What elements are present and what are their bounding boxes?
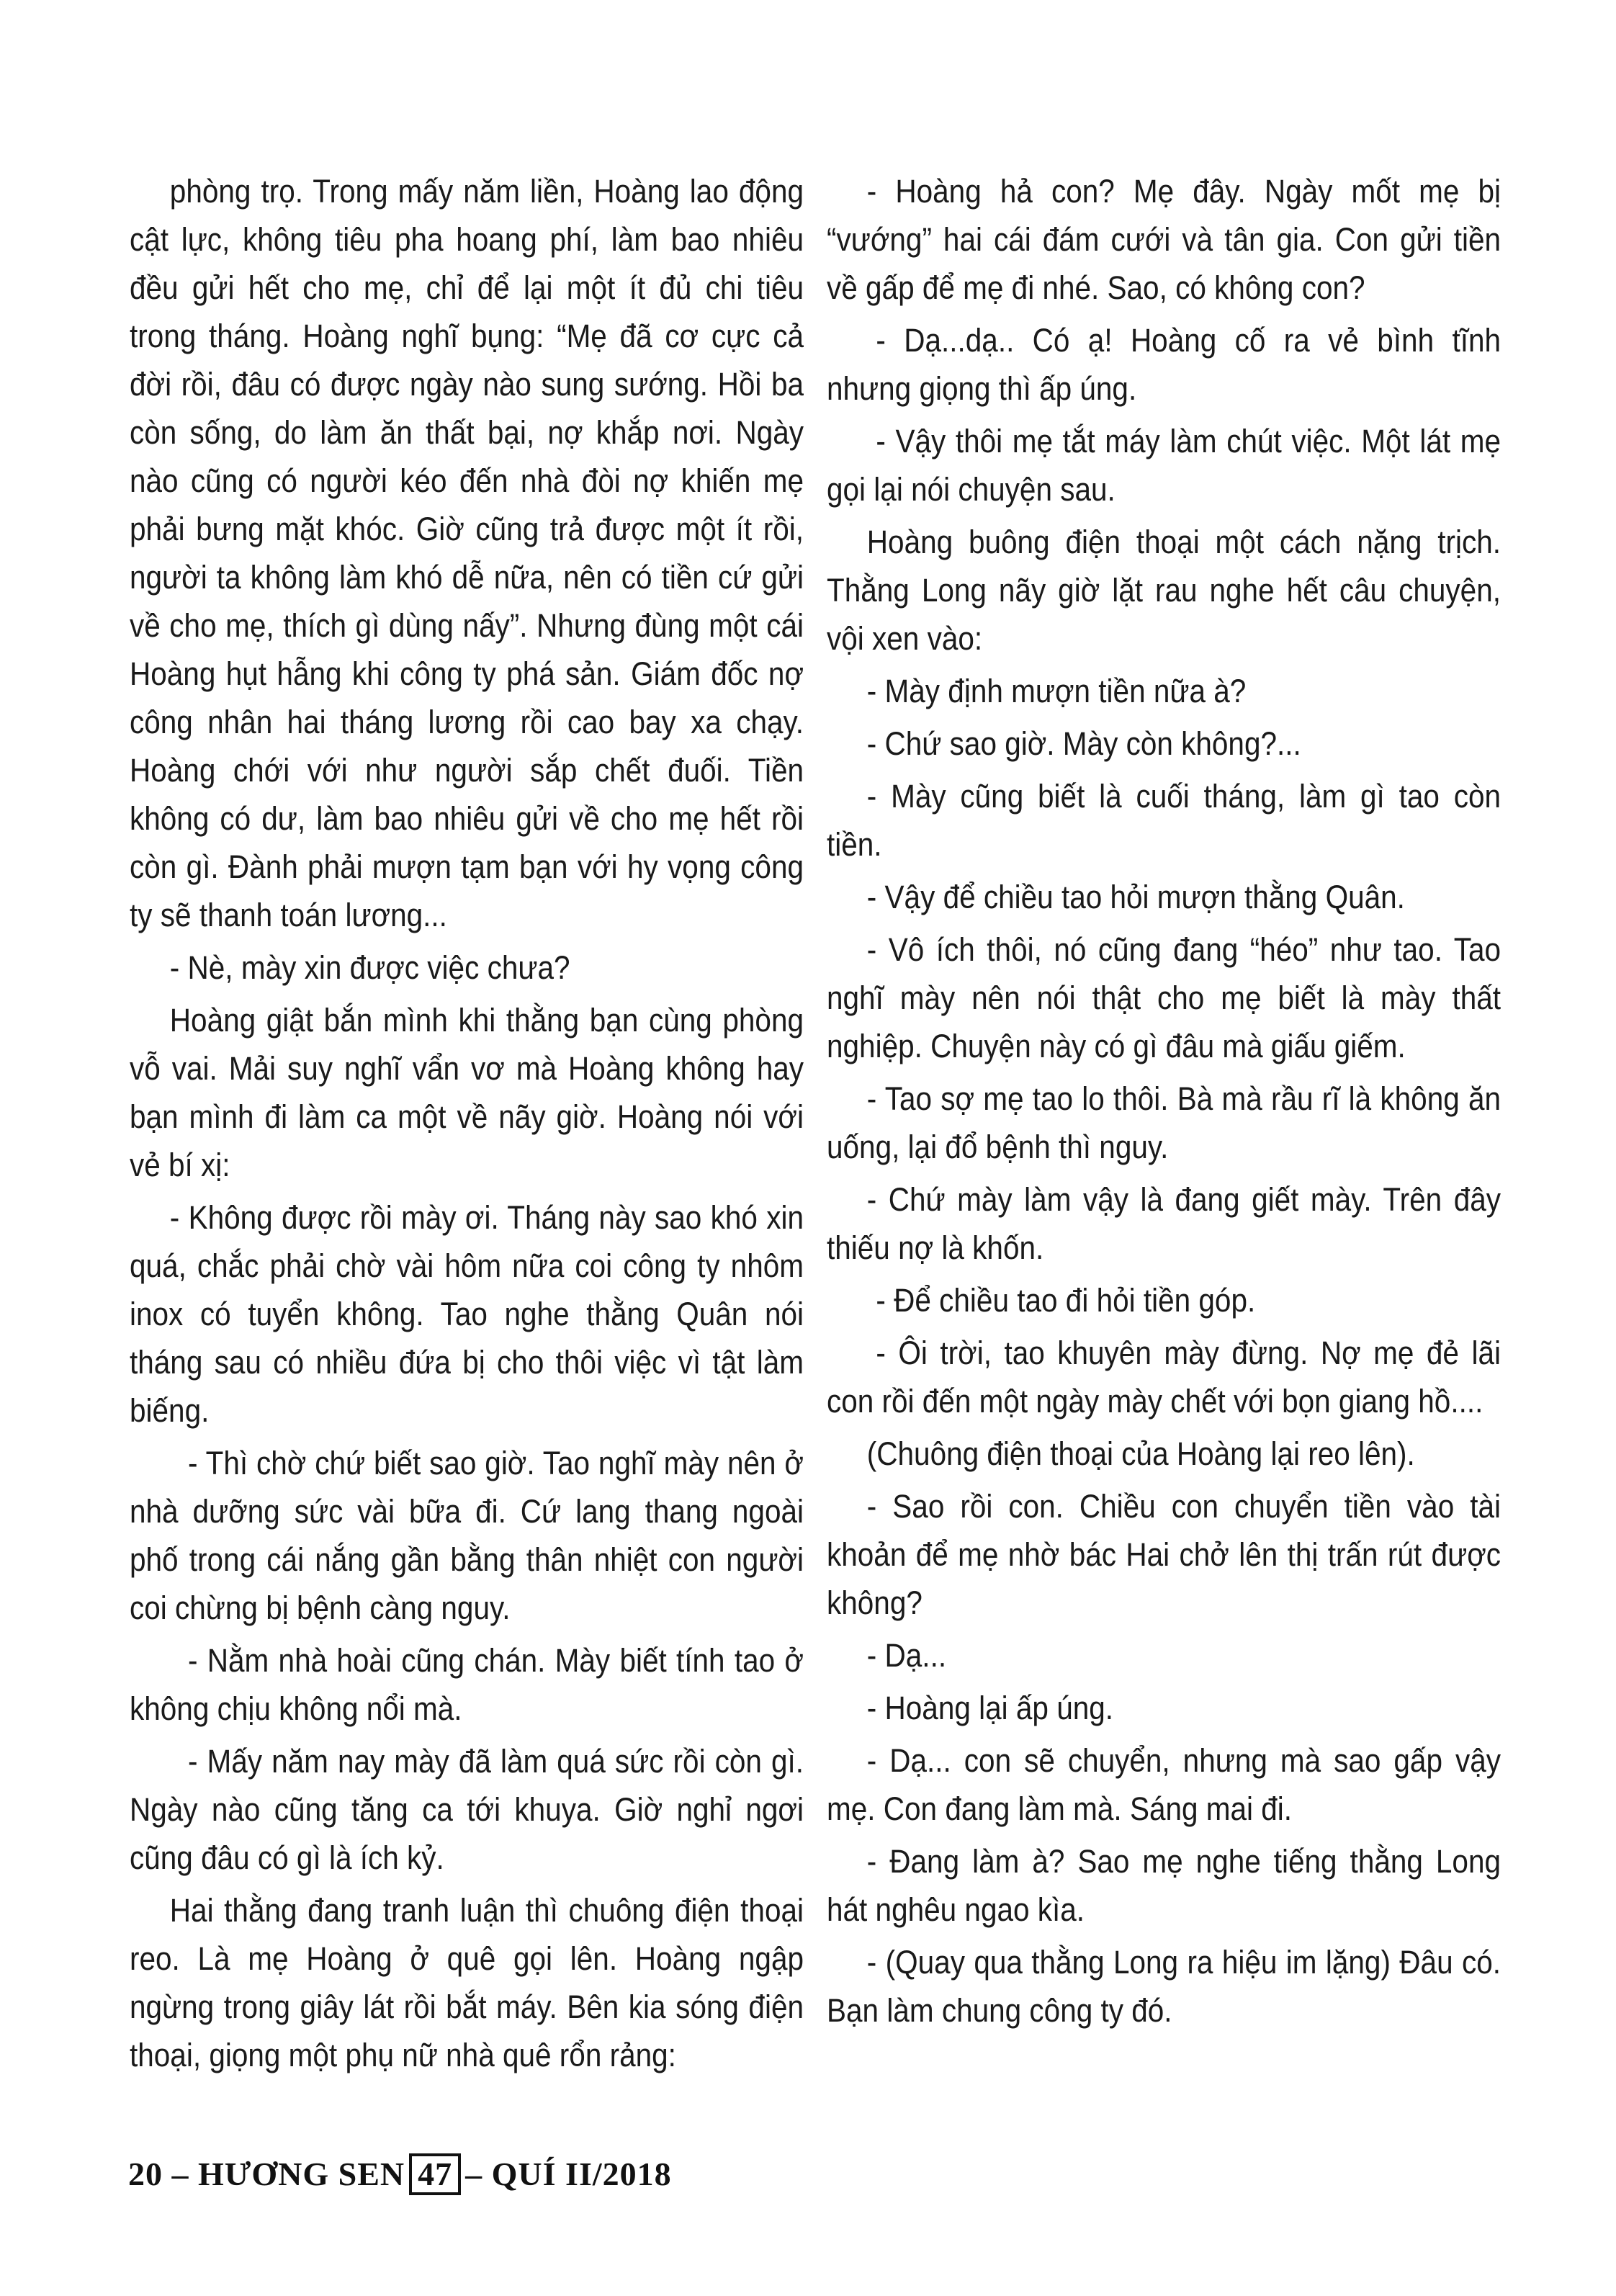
paragraph: - Hoàng hả con? Mẹ đây. Ngày mốt mẹ bị “vướng” hai cái đám cưới và tân gia. Con gửi tiền về gấp để mẹ đi nhé. Sao, có không con? [827,173,1501,306]
paragraph: - Tao sợ mẹ tao lo thôi. Bà mà rầu rĩ là không ăn uống, lại đổ bệnh thì nguy. [827,1080,1501,1165]
page-footer [128,2153,672,2195]
paragraph: - Đang làm à? Sao mẹ nghe tiếng thằng Long hát nghêu ngao kìa. [827,1843,1501,1928]
paragraph: - Mấy năm nay mày đã làm quá sức rồi còn gì. Ngày nào cũng tăng ca tới khuya. Giờ nghỉ ngơi cũng đâu có gì là ích kỷ. [130,1743,804,1876]
paragraph: - Mày cũng biết là cuối tháng, làm gì tao còn tiền. [827,778,1501,863]
footer-separator: – [171,2156,189,2192]
footer-separator: – [465,2156,483,2192]
paragraph: Hoàng giật bắn mình khi thằng bạn cùng phòng vỗ vai. Mải suy nghĩ vẩn vơ mà Hoàng không hay bạn mình đi làm ca một về nãy giờ. Hoàng nói với vẻ bí xị: [130,1002,804,1183]
paragraph: - Để chiều tao đi hỏi tiền góp. [876,1282,1256,1319]
paragraph: - Chứ mày làm vậy là đang giết mày. Trên đây thiếu nợ là khốn. [827,1181,1501,1266]
paragraph: - Ôi trời, tao khuyên mày đừng. Nợ mẹ đẻ lãi con rồi đến một ngày mày chết với bọn giang hồ.... [827,1335,1501,1420]
paragraph: - (Quay qua thằng Long ra hiệu im lặng) Đâu có. Bạn làm chung công ty đó. [827,1944,1501,2029]
paragraph: - Mày định mượn tiền nữa à? [866,673,1247,709]
paragraph: - Dạ... [866,1637,947,1674]
left-column [130,167,804,2084]
paragraph: - Dạ...dạ.. Có ạ! Hoàng cố ra vẻ bình tĩnh nhưng giọng thì ấp úng. [827,322,1501,407]
magazine-name: HƯƠNG SEN [198,2156,405,2192]
paragraph: - Vô ích thôi, nó cũng đang “héo” như tao. Tao nghĩ mày nên nói thật cho mẹ biết là mày thất nghiệp. Chuyện này có gì đâu mà giấu giếm. [827,931,1501,1064]
paragraph: Hoàng buông điện thoại một cách nặng trịch. Thằng Long nãy giờ lặt rau nghe hết câu chuyện, vội xen vào: [827,524,1501,657]
paragraph: - Thì chờ chứ biết sao giờ. Tao nghĩ mày nên ở nhà dưỡng sức vài bữa đi. Cứ lang thang ngoài phố trong cái nắng gần bằng thân nhiệt con người coi chừng bị bệnh càng nguy. [130,1445,804,1626]
paragraph: phòng trọ. Trong mấy năm liền, Hoàng lao động cật lực, không tiêu pha hoang phí, làm bao nhiêu đều gửi hết cho mẹ, chỉ để lại một ít đủ chi tiêu trong tháng. Hoàng nghĩ bụng: “Mẹ đã cơ cực cả đời rồi, đâu có được ngày nào sung sướng. Hồi ba còn sống, do làm ăn thất bại, nợ khắp nơi. Ngày nào cũng có người kéo đến nhà đòi nợ khiến mẹ phải bưng mặt khóc. Giờ cũng trả được một ít rồi, người ta không làm khó dễ nữa, nên có tiền cứ gửi về cho mẹ, thích gì dùng nấy”. Nhưng đùng một cái Hoàng hụt hẫng khi công ty phá sản. Giám đốc nợ công nhân hai tháng lương rồi cao bay xa chạy. Hoàng chới với như người sắp chết đuối. Tiền không có dư, làm bao nhiêu gửi về cho mẹ hết rồi còn gì. Đành phải mượn tạm bạn với hy vọng công ty sẽ thanh toán lương... [130,173,804,933]
issue-number-box: 47 [409,2153,461,2195]
paragraph: - Vậy để chiều tao hỏi mượn thằng Quân. [866,879,1405,915]
issue-period: QUÍ II/2018 [491,2156,672,2192]
paragraph: - Sao rồi con. Chiều con chuyển tiền vào tài khoản để mẹ nhờ bác Hai chở lên thị trấn rút được không? [827,1488,1501,1621]
paragraph: Hai thằng đang tranh luận thì chuông điện thoại reo. Là mẹ Hoàng ở quê gọi lên. Hoàng ngập ngừng trong giây lát rồi bắt máy. Bên kia sóng điện thoại, giọng một phụ nữ nhà quê rổn rảng: [130,1892,804,2073]
page-number: 20 [128,2156,163,2192]
paragraph: - Vậy thôi mẹ tắt máy làm chút việc. Một lát mẹ gọi lại nói chuyện sau. [827,423,1501,508]
paragraph: - Dạ... con sẽ chuyển, nhưng mà sao gấp vậy mẹ. Con đang làm mà. Sáng mai đi. [827,1742,1501,1827]
paragraph: - Nằm nhà hoài cũng chán. Mày biết tính tao ở không chịu không nổi mà. [130,1642,804,1727]
paragraph: - Không được rồi mày ơi. Tháng này sao khó xin quá, chắc phải chờ vài hôm nữa coi công ty nhôm inox có tuyển không. Tao nghe thằng Quân nói tháng sau có nhiều đứa bị cho thôi việc vì tật làm biếng. [130,1199,804,1429]
paragraph: - Nè, mày xin được việc chưa? [169,949,570,986]
paragraph: (Chuông điện thoại của Hoàng lại reo lên). [866,1435,1415,1472]
paragraph: - Hoàng lại ấp úng. [866,1690,1114,1726]
right-column [827,167,1501,2039]
paragraph: - Chứ sao giờ. Mày còn không?... [866,725,1301,762]
